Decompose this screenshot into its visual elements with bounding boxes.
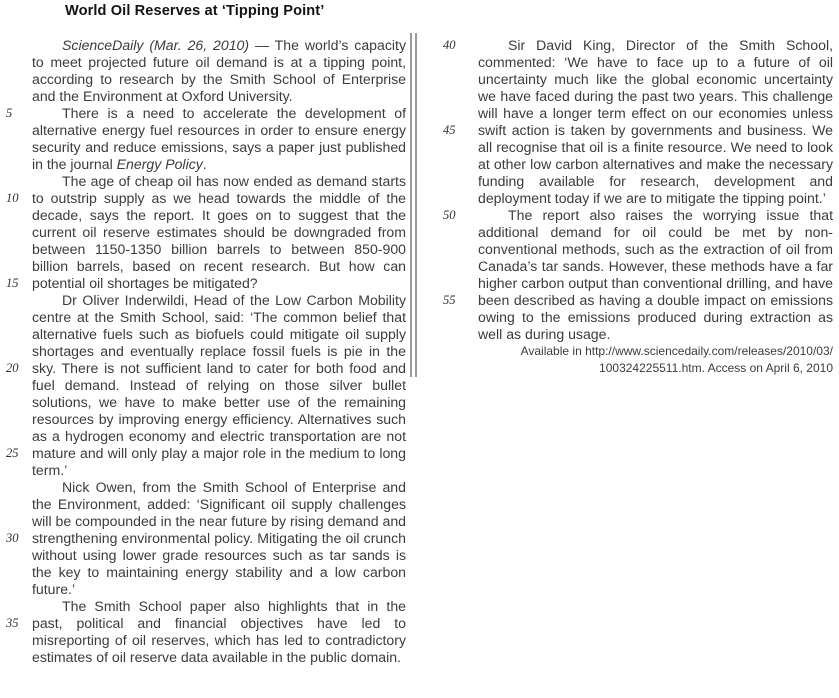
text-segment: Nick Owen, from the Smith School of Enterprise and the Environment, added: ‘Significant oil supply challenges will be compounded in the near future by rising demand and strengthening environmental policy. Mitigating the oil crunch without using lower grade resources such as tar sands is the key to maintaining energy stability and a low carbon future.’ <box>32 479 406 597</box>
paragraph <box>478 207 833 343</box>
text-segment: . <box>202 156 207 172</box>
line-number: 40 <box>443 38 456 52</box>
paragraph <box>478 37 833 207</box>
text-segment: — The world’s capacity to meet projected future oil demand is at a tipping point, according to research by the Smith School of Enterprise and the Environment at Oxford University. <box>32 37 406 104</box>
line-number: 35 <box>6 616 19 630</box>
text-segment: Dr Oliver Inderwildi, Head of the Low Carbon Mobility centre at the Smith School, said: ‘The common belief that alternative fuels such as biofuels could mitigate oil supply shortages and eventually replace fossil fuels is pie in the sky. There is not sufficient land to cater for both food and fuel demand. Instead of relying on those silver bullet solutions, we have to make better use of the remaining resources by improving energy efficiency. Alternatives such as a hydrogen economy and electric transportation are not mature and will only play a major role in the medium to long term.’ <box>32 292 406 478</box>
right-column <box>478 37 833 377</box>
source-line: Available in http://www.sciencedaily.com/releases/2010/03/ <box>520 344 833 358</box>
column-divider <box>410 33 417 377</box>
paragraph <box>32 173 406 292</box>
text-segment: There is a need to accelerate the development of alternative energy fuel resources in order to ensure energy security and reduce emissions, says a paper just published in the journal <box>32 105 406 172</box>
line-number: 25 <box>6 446 19 460</box>
italic-text-segment: ScienceDaily (Mar. 26, 2010) <box>62 37 250 53</box>
text-segment: The age of cheap oil has now ended as demand starts to outstrip supply as we head towards the middle of the decade, says the report. It goes on to suggest that the current oil reserve estimates should be downgraded from between 1150-1350 billion barrels to between 850-900 billion barrels, based on recent research. But how can potential oil shortages be mitigated? <box>32 173 406 291</box>
line-number: 15 <box>6 276 19 290</box>
document-title: World Oil Reserves at ‘Tipping Point’ <box>65 3 325 19</box>
line-number: 45 <box>443 123 456 137</box>
italic-text-segment: Energy Policy <box>116 156 203 172</box>
line-number: 10 <box>6 191 19 205</box>
line-number: 20 <box>6 361 19 375</box>
source-citation <box>478 343 833 377</box>
line-number: 55 <box>443 293 456 307</box>
paragraph <box>32 479 406 598</box>
text-segment: The Smith School paper also highlights that in the past, political and financial objectives have led to misreporting of oil reserves, which has led to contradictory estimates of oil reserve data available in the public domain. <box>32 598 406 665</box>
line-number: 30 <box>6 531 19 545</box>
paragraph <box>32 37 406 105</box>
line-number: 50 <box>443 208 456 222</box>
text-segment: Sir David King, Director of the Smith School, commented: ‘We have to face up to a future of oil uncertainty much like the global economic uncertainty we have faced during the past two years. This challenge will have a longer term effect on our economies unless swift action is taken by governments and business. We all recognise that oil is a finite resource. We need to look at other low carbon alternatives and make the necessary funding available for research, development and deployment today if we are to mitigate the tipping point.’ <box>478 37 833 206</box>
paragraph <box>32 598 406 666</box>
left-column <box>32 37 406 666</box>
source-line: 100324225511.htm. Access on April 6, 2010 <box>599 361 833 375</box>
line-number: 5 <box>6 106 13 120</box>
paragraph <box>32 105 406 173</box>
paragraph <box>32 292 406 479</box>
text-segment: The report also raises the worrying issue that additional demand for oil could be met by non-conventional methods, such as the extraction of oil from Canada’s tar sands. However, these methods have a far higher carbon output than conventional drilling, and have been described as having a double impact on emissions owing to the emissions produced during extraction as well as during usage. <box>478 207 833 342</box>
